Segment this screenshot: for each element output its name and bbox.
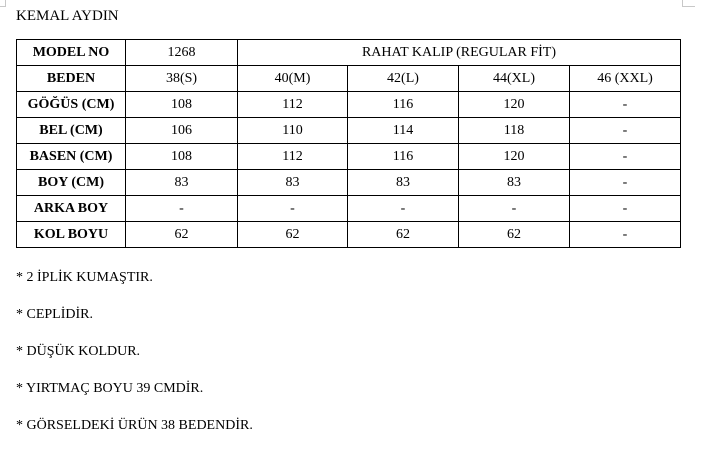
measurement-cell: 83 [348, 170, 459, 196]
size-cell: 40(M) [238, 66, 348, 92]
row-label-model-no: MODEL NO [17, 40, 126, 66]
measurement-cell: - [570, 222, 681, 248]
table-row-model [17, 40, 681, 66]
measurement-cell: 62 [459, 222, 570, 248]
note-item: * GÖRSELDEKİ ÜRÜN 38 BEDENDİR. [16, 418, 253, 433]
fit-description-cell: RAHAT KALIP (REGULAR FİT) [238, 40, 681, 66]
note-item: * YIRTMAÇ BOYU 39 CMDİR. [16, 381, 204, 396]
measurement-cell: 83 [238, 170, 348, 196]
row-label-length: BOY (CM) [17, 170, 126, 196]
measurement-cell: 106 [126, 118, 238, 144]
document-title: KEMAL AYDIN [16, 8, 119, 24]
measurement-cell: 108 [126, 92, 238, 118]
note-item: * DÜŞÜK KOLDUR. [16, 344, 141, 359]
size-cell: 46 (XXL) [570, 66, 681, 92]
measurement-cell: 120 [459, 92, 570, 118]
measurement-cell: 116 [348, 92, 459, 118]
row-label-sleeve-length: KOL BOYU [17, 222, 126, 248]
table-row-waist [17, 118, 681, 144]
measurement-cell: - [238, 196, 348, 222]
measurement-cell: 83 [459, 170, 570, 196]
row-label-size: BEDEN [17, 66, 126, 92]
table-row-length [17, 170, 681, 196]
note-item: * CEPLİDİR. [16, 307, 93, 322]
measurement-cell: - [570, 170, 681, 196]
measurement-cell: 118 [459, 118, 570, 144]
row-label-waist: BEL (CM) [17, 118, 126, 144]
crop-mark-top-right [682, 0, 695, 7]
size-chart-table [16, 39, 681, 248]
measurement-cell: - [126, 196, 238, 222]
table-row-back-length [17, 196, 681, 222]
measurement-cell: 112 [238, 144, 348, 170]
measurement-cell: - [570, 118, 681, 144]
size-cell: 38(S) [126, 66, 238, 92]
notes-list [16, 269, 253, 454]
measurement-cell: 83 [126, 170, 238, 196]
table-row-hip [17, 144, 681, 170]
size-cell: 42(L) [348, 66, 459, 92]
table-row-sleeve-length [17, 222, 681, 248]
row-label-chest: GÖĞÜS (CM) [17, 92, 126, 118]
size-cell: 44(XL) [459, 66, 570, 92]
measurement-cell: 62 [348, 222, 459, 248]
row-label-back-length: ARKA BOY [17, 196, 126, 222]
measurement-cell: 62 [238, 222, 348, 248]
measurement-cell: - [459, 196, 570, 222]
measurement-cell: 114 [348, 118, 459, 144]
table-row-size [17, 66, 681, 92]
crop-mark-top-left [0, 0, 6, 7]
model-number-cell: 1268 [126, 40, 238, 66]
measurement-cell: 112 [238, 92, 348, 118]
measurement-cell: - [570, 92, 681, 118]
measurement-cell: - [348, 196, 459, 222]
measurement-cell: 108 [126, 144, 238, 170]
measurement-cell: 62 [126, 222, 238, 248]
measurement-cell: 120 [459, 144, 570, 170]
note-item: * 2 İPLİK KUMAŞTIR. [16, 270, 153, 285]
measurement-cell: 116 [348, 144, 459, 170]
row-label-hip: BASEN (CM) [17, 144, 126, 170]
measurement-cell: 110 [238, 118, 348, 144]
table-row-chest [17, 92, 681, 118]
measurement-cell: - [570, 196, 681, 222]
measurement-cell: - [570, 144, 681, 170]
